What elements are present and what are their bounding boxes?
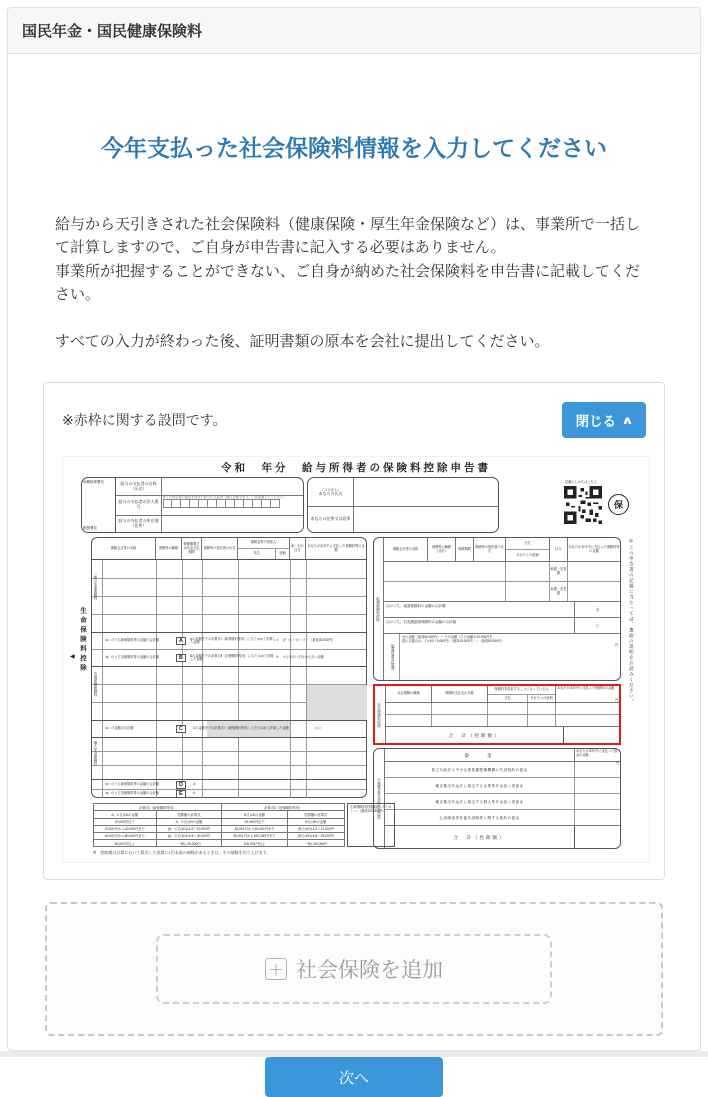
payer-name-label: 給与の支払者の名称（氏名）	[116, 478, 162, 495]
social-total-label: 合 計（控除額）	[448, 732, 501, 738]
life-col-recipient-label: 保険金等の受取人	[238, 538, 289, 549]
life-body	[92, 560, 366, 798]
life-col-newold: 新・旧の区分	[290, 538, 306, 559]
quake-calc-expression	[400, 634, 620, 680]
mutual-total-row	[385, 826, 620, 848]
life-header-row	[92, 538, 366, 560]
app-header	[8, 8, 700, 54]
quake-header-row	[384, 538, 620, 562]
payer-box	[81, 477, 304, 533]
life-sec-care: 介護医療保険料	[94, 672, 99, 697]
social-header-row	[386, 686, 619, 703]
life-sum-row-a	[103, 633, 367, 649]
main-card	[7, 7, 701, 1087]
life-col-period: 保険期間又は年金支払期間	[182, 538, 202, 559]
quake-sum-b-label: Ⓐのうち、地震保険料の金額の合計額	[386, 604, 446, 609]
corporate-number-cell	[199, 499, 208, 508]
corporate-number-cell	[244, 499, 253, 508]
calc-cell: 25,000円以下	[222, 818, 287, 825]
tax-office-label-2: 税務署長	[83, 526, 97, 531]
next-button[interactable]: 次へ	[265, 1057, 443, 1097]
your-name-label-cell	[308, 478, 354, 506]
sum-a-mark: ①	[275, 638, 279, 643]
page-title: 今年支払った社会保険料情報を入力してください	[101, 135, 607, 161]
corporate-number-cell	[208, 499, 217, 508]
life-arrow: ◀	[70, 654, 75, 661]
add-social-insurance-button[interactable]	[156, 934, 552, 1004]
quake-category-2: 地震・旧長期	[550, 582, 568, 601]
corporate-number-cell	[217, 499, 226, 508]
mutual-amount-col: あなたが本年中に支払った掛金の金額	[574, 749, 620, 761]
grid-line	[92, 596, 366, 597]
grid-line	[92, 765, 366, 766]
ho-mark: 保	[608, 494, 629, 515]
quake-col-amount: あなたが本年中に支払った保険料等の金額	[568, 545, 620, 553]
payer-name-field	[162, 478, 303, 495]
quake-col-company: 保険会社等の名称	[384, 538, 428, 561]
life-col-amount: あなたが本年中に支払った保険料等の金額	[307, 544, 365, 552]
corporate-number-cells	[163, 499, 302, 508]
your-address-label: あなたの住所又は居所	[308, 507, 354, 532]
quake-col-contractor: 保険等の契約者の氏名	[474, 538, 506, 561]
grid-line	[92, 578, 366, 579]
grid-line	[92, 666, 366, 667]
social-col-kind: 社会保険の種類	[386, 686, 432, 702]
sum-b-right: ②と③のいずれか大きい金額	[282, 655, 324, 660]
mutual-section-label: 小規模企業共済等掛金控除	[374, 749, 385, 848]
life-sec-general: 一般の生命保険料	[94, 572, 99, 601]
grid-line	[92, 614, 366, 615]
life-col-recipient-rel: 続柄	[279, 551, 286, 556]
sum-e-label: （a）のうち旧保険料等の金額の合計額	[103, 791, 159, 796]
app-title: 国民年金・国民健康保険料	[22, 23, 203, 40]
sum-a-key: A	[176, 637, 186, 645]
quake-calc-yen: 円	[614, 642, 618, 647]
payer-number-label: 給与の支払者の法人番号	[116, 496, 162, 515]
payer-address-field	[162, 516, 303, 533]
life-col-contractor: 保険等の契約者の氏名	[202, 538, 238, 559]
calc-cell: 一律に40,000円	[156, 840, 222, 847]
social-section-label: 社会保険料控除	[375, 686, 386, 743]
corporate-number-cell	[190, 499, 199, 508]
form-preview-image	[62, 456, 650, 863]
social-insurance-list-area	[45, 902, 663, 1036]
quake-col-resident-name: 氏名	[506, 538, 549, 550]
life-sum-row-e	[103, 790, 367, 798]
yen-mark: 円	[615, 761, 619, 766]
corporate-number-cell	[271, 499, 280, 508]
social-yen-mark: 円	[614, 697, 618, 702]
mutual-row-1	[385, 762, 620, 778]
close-button[interactable]	[562, 402, 646, 438]
corporate-note: ※この申告書の提出を受けた給与の支払者（個人を除きます。）が記載してください。	[163, 494, 287, 499]
calc-cell: 80,001円以上	[94, 840, 157, 847]
quake-sum-b-row	[384, 602, 620, 618]
calc-h1: 計算式Ⅰ（新保険料等用）	[94, 804, 222, 811]
calc-sub-1: A、C又はDの金額	[94, 811, 157, 818]
sum-d-label: （a）のうち新保険料等の金額の合計額	[103, 781, 159, 786]
calc-cell: (A、C又はD)×1/4＋20,000円	[156, 832, 222, 839]
quake-data-row	[384, 582, 620, 602]
payer-rows	[116, 478, 303, 532]
quake-sum-b-key: Ⓑ	[574, 602, 620, 617]
sum-b-note: Bの金額を下の計算式Ⅱ（旧保険料等用）に当てはめて計算した金額	[189, 653, 274, 662]
quake-col-kubun: 区分	[550, 538, 568, 561]
quake-sum-c-row	[384, 618, 620, 634]
red-frame-panel	[43, 382, 665, 880]
your-address-field	[354, 507, 498, 532]
mutual-row-3	[385, 794, 620, 810]
grid-line	[92, 737, 366, 738]
life-total-box: 生命保険料控除額計（イ＋ロ＋ハ）（最高120,000円）	[347, 803, 395, 847]
sum-e-mark: ⑤	[192, 791, 196, 796]
sum-c-note: Cの金額を下の計算式Ⅰ（新保険料等用）に当てはめて計算した金額	[192, 726, 289, 731]
life-sum-row-c	[103, 721, 367, 737]
payer-address-label: 給与の支払者の所在地（住所）	[116, 516, 162, 533]
calc-cell: (B又はE)×1/4＋25,000円	[287, 832, 344, 839]
qr-caption: 記載のしかたはこちら	[565, 480, 597, 485]
sum-a-right: 計（①＋②）（イ）	[282, 638, 310, 643]
sum-d-key: D	[176, 781, 186, 789]
intro-paragraph-2: 事業所が把握することができない、ご自身が納めた社会保険料を申告書に記載してください。	[55, 262, 641, 303]
corporate-number-cell	[226, 499, 235, 508]
sum-a-label: （a）のうち新保険料等の金額の合計額	[103, 638, 159, 643]
life-sec-pension: 個人年金保険料	[94, 741, 99, 766]
mutual-row-2-label: 確定拠出年金法に規定する企業型年金加入者掛金	[435, 783, 524, 788]
calc-cell: 25,001円から50,000円まで	[222, 825, 287, 832]
sum-b-label: （a）のうち旧保険料等の金額の合計額	[103, 655, 159, 660]
corporate-number-cell	[163, 499, 172, 508]
corporate-number-cell	[235, 499, 244, 508]
quake-calc-line1: Ⓑの金額（最高50,000円）＋ Ⓒの金額（Ⓒの金額が10,000円を	[402, 635, 493, 640]
panel-header	[62, 402, 646, 438]
your-name-label: あなたの氏名	[318, 490, 343, 496]
life-col-recipient-name: 氏名	[238, 549, 276, 559]
calc-sub-4: 控除額の計算式	[287, 811, 344, 818]
social-data-row	[386, 715, 619, 727]
furigana-label: （フリガナ）	[320, 487, 341, 492]
corporate-number-cell	[181, 499, 190, 508]
quake-sum-c-label: Ⓐのうち、旧長期損害保険料の金額の合計額	[386, 620, 456, 625]
form-footnote: ※ 控除額の計算において算出した金額に1円未満の端数があるときは、その端数を切り上げます。	[93, 850, 271, 856]
mutual-row-4	[385, 810, 620, 826]
payer-row-name	[116, 478, 303, 496]
quake-col-kind: 保険等の種類（目的）	[428, 538, 456, 561]
side-note: ◎この申告書の記載に当たっては、裏面の説明をお読みください。	[629, 539, 635, 705]
quake-data-row	[384, 562, 620, 582]
life-section-label: 生命保険料控除	[79, 607, 86, 674]
calc-sub-3: B又はEの金額	[222, 811, 287, 818]
calc-cell: A、C又はDの金額	[156, 818, 222, 825]
calc-cell: 20,000円以下	[94, 818, 157, 825]
quake-col-period: 保険期間	[456, 538, 474, 561]
mutual-row-1-amount	[574, 762, 620, 777]
mutual-row-2	[385, 778, 620, 794]
tax-office-cell	[82, 478, 116, 532]
mutual-row-1-label: 独立行政法人中小企業基盤整備機構の共済契約の掛金	[431, 767, 528, 772]
form-title: 令和 年分 給与所得者の保険料控除申告書	[221, 462, 491, 475]
social-col-person	[488, 686, 556, 702]
add-social-insurance-label: 社会保険を追加	[296, 959, 443, 983]
quake-category: 地震・旧長期	[550, 562, 568, 581]
social-col-amount-label: あなたが本年中に支払った保険料の金額	[557, 686, 615, 691]
calc-cell: 一律に50,000円	[287, 840, 344, 847]
corporate-number-cell	[253, 499, 262, 508]
quake-insurance-table	[373, 537, 621, 681]
payer-number-field	[162, 496, 303, 515]
mutual-row-4-amount	[574, 810, 620, 825]
life-col-company: 保険会社等の名称	[92, 538, 156, 559]
your-info-box	[307, 477, 499, 533]
quake-calc-label: 地震保険料控除額	[384, 634, 400, 680]
sum-c-label: （a）の金額の合計額	[103, 726, 134, 731]
calc-cell: (A、C又はD)×1/2＋10,000円	[156, 825, 222, 832]
quake-sum-c-key: Ⓒ	[574, 618, 620, 633]
quake-col-resident	[506, 538, 550, 561]
social-col-payee: 保険料支払先の名称	[432, 686, 488, 702]
social-col-person-rel: あなたとの続柄	[530, 695, 553, 700]
sum-e-key: E	[176, 790, 186, 798]
tax-office-label: 所轄税務署長	[83, 480, 104, 485]
intro-paragraph-3: すべての入力が終わった後、証明書類の原本を会社に提出してください。	[55, 333, 550, 350]
red-frame-note: ※赤枠に関する設問です。	[62, 412, 227, 429]
life-col-kind: 保険等の種類	[156, 538, 182, 559]
calc-cell: 100,001円以上	[222, 840, 287, 847]
chevron-up-icon: ∧	[621, 414, 634, 427]
calc-cell: B又はEの金額	[287, 818, 344, 825]
mutual-header-label: 掛 金	[464, 752, 495, 758]
sum-b-mark: ②	[275, 655, 279, 660]
corporate-number-cell	[262, 499, 271, 508]
quake-calc-row	[384, 634, 620, 680]
grid-line	[92, 751, 366, 752]
plus-icon: ＋	[265, 958, 287, 980]
life-col-recipient	[238, 538, 290, 559]
your-name-row	[308, 478, 498, 507]
payer-row-address	[116, 516, 303, 533]
mutual-total-label: 合 計（控除額）	[453, 834, 506, 840]
calc-table	[93, 803, 345, 847]
calc-h2: 計算式Ⅱ（旧保険料等用）	[222, 804, 345, 811]
intro-paragraph-1: 給与から天引きされた社会保険料（健康保険・厚生年金保険など）は、事業所で一括して計算しますので、ご自身が申告書に記入する必要はありません。	[55, 216, 641, 257]
sum-c-mark: （ロ）	[312, 726, 323, 731]
quake-col-resident-rel: あなたとの続柄	[516, 552, 539, 557]
sum-b-key: B	[176, 654, 186, 662]
quake-section-label: 地震保険料控除	[374, 538, 384, 680]
calc-sub-2: 控除額の計算式	[156, 811, 222, 818]
sum-a-note: Aの金額を下の計算式Ⅰ（新保険料等用）に当てはめて計算した金額	[189, 636, 276, 645]
life-insurance-table	[91, 537, 367, 798]
close-button-label: 閉じる	[575, 414, 617, 430]
social-total-amount-cell	[563, 727, 619, 743]
social-insurance-highlight-box	[373, 684, 621, 745]
quake-calc-line2: 超える場合は、Ⓒ×1/2＋5,000円）（最高15,000円）＝（最高50,000円）	[402, 638, 505, 643]
intro-text	[55, 213, 653, 353]
life-sum-row-d	[103, 780, 367, 789]
mutual-header-row	[385, 749, 620, 762]
sum-c-key: C	[176, 725, 186, 733]
sum-d-mark: ④	[192, 781, 196, 786]
mutual-aid-table	[373, 748, 621, 849]
page-background-strip	[0, 1051, 708, 1057]
mutual-row-2-amount	[574, 778, 620, 793]
social-col-person-label: 保険料を負担することになっている人	[488, 686, 555, 695]
calc-cell: 40,001円から80,000円まで	[94, 832, 157, 839]
calc-cell: 20,001円から40,000円まで	[94, 825, 157, 832]
shaded-cell	[307, 685, 367, 720]
corporate-number-cell	[172, 499, 181, 508]
social-col-person-name: 氏名	[488, 695, 528, 703]
social-total-row	[386, 727, 619, 743]
sum-a-max: （最高40,000円）	[309, 638, 335, 643]
calc-cell: (B又はE)×1/2＋12,500円	[287, 825, 344, 832]
social-col-amount	[556, 686, 619, 702]
calc-cell: 50,001円から100,000円まで	[222, 832, 287, 839]
payer-row-number	[116, 496, 303, 516]
qr-code	[563, 486, 603, 524]
your-address-row	[308, 507, 498, 532]
your-name-field	[354, 478, 498, 506]
mutual-row-3-amount	[574, 794, 620, 809]
social-data-row	[386, 703, 619, 715]
mutual-total-amount-cell	[574, 826, 620, 848]
mutual-row-4-label: 心身障害者扶養共済制度に関する契約の掛金	[439, 815, 520, 820]
life-sum-row-b	[103, 650, 367, 666]
mutual-row-3-label: 確定拠出年金法に規定する個人型年金加入者掛金	[435, 799, 524, 804]
